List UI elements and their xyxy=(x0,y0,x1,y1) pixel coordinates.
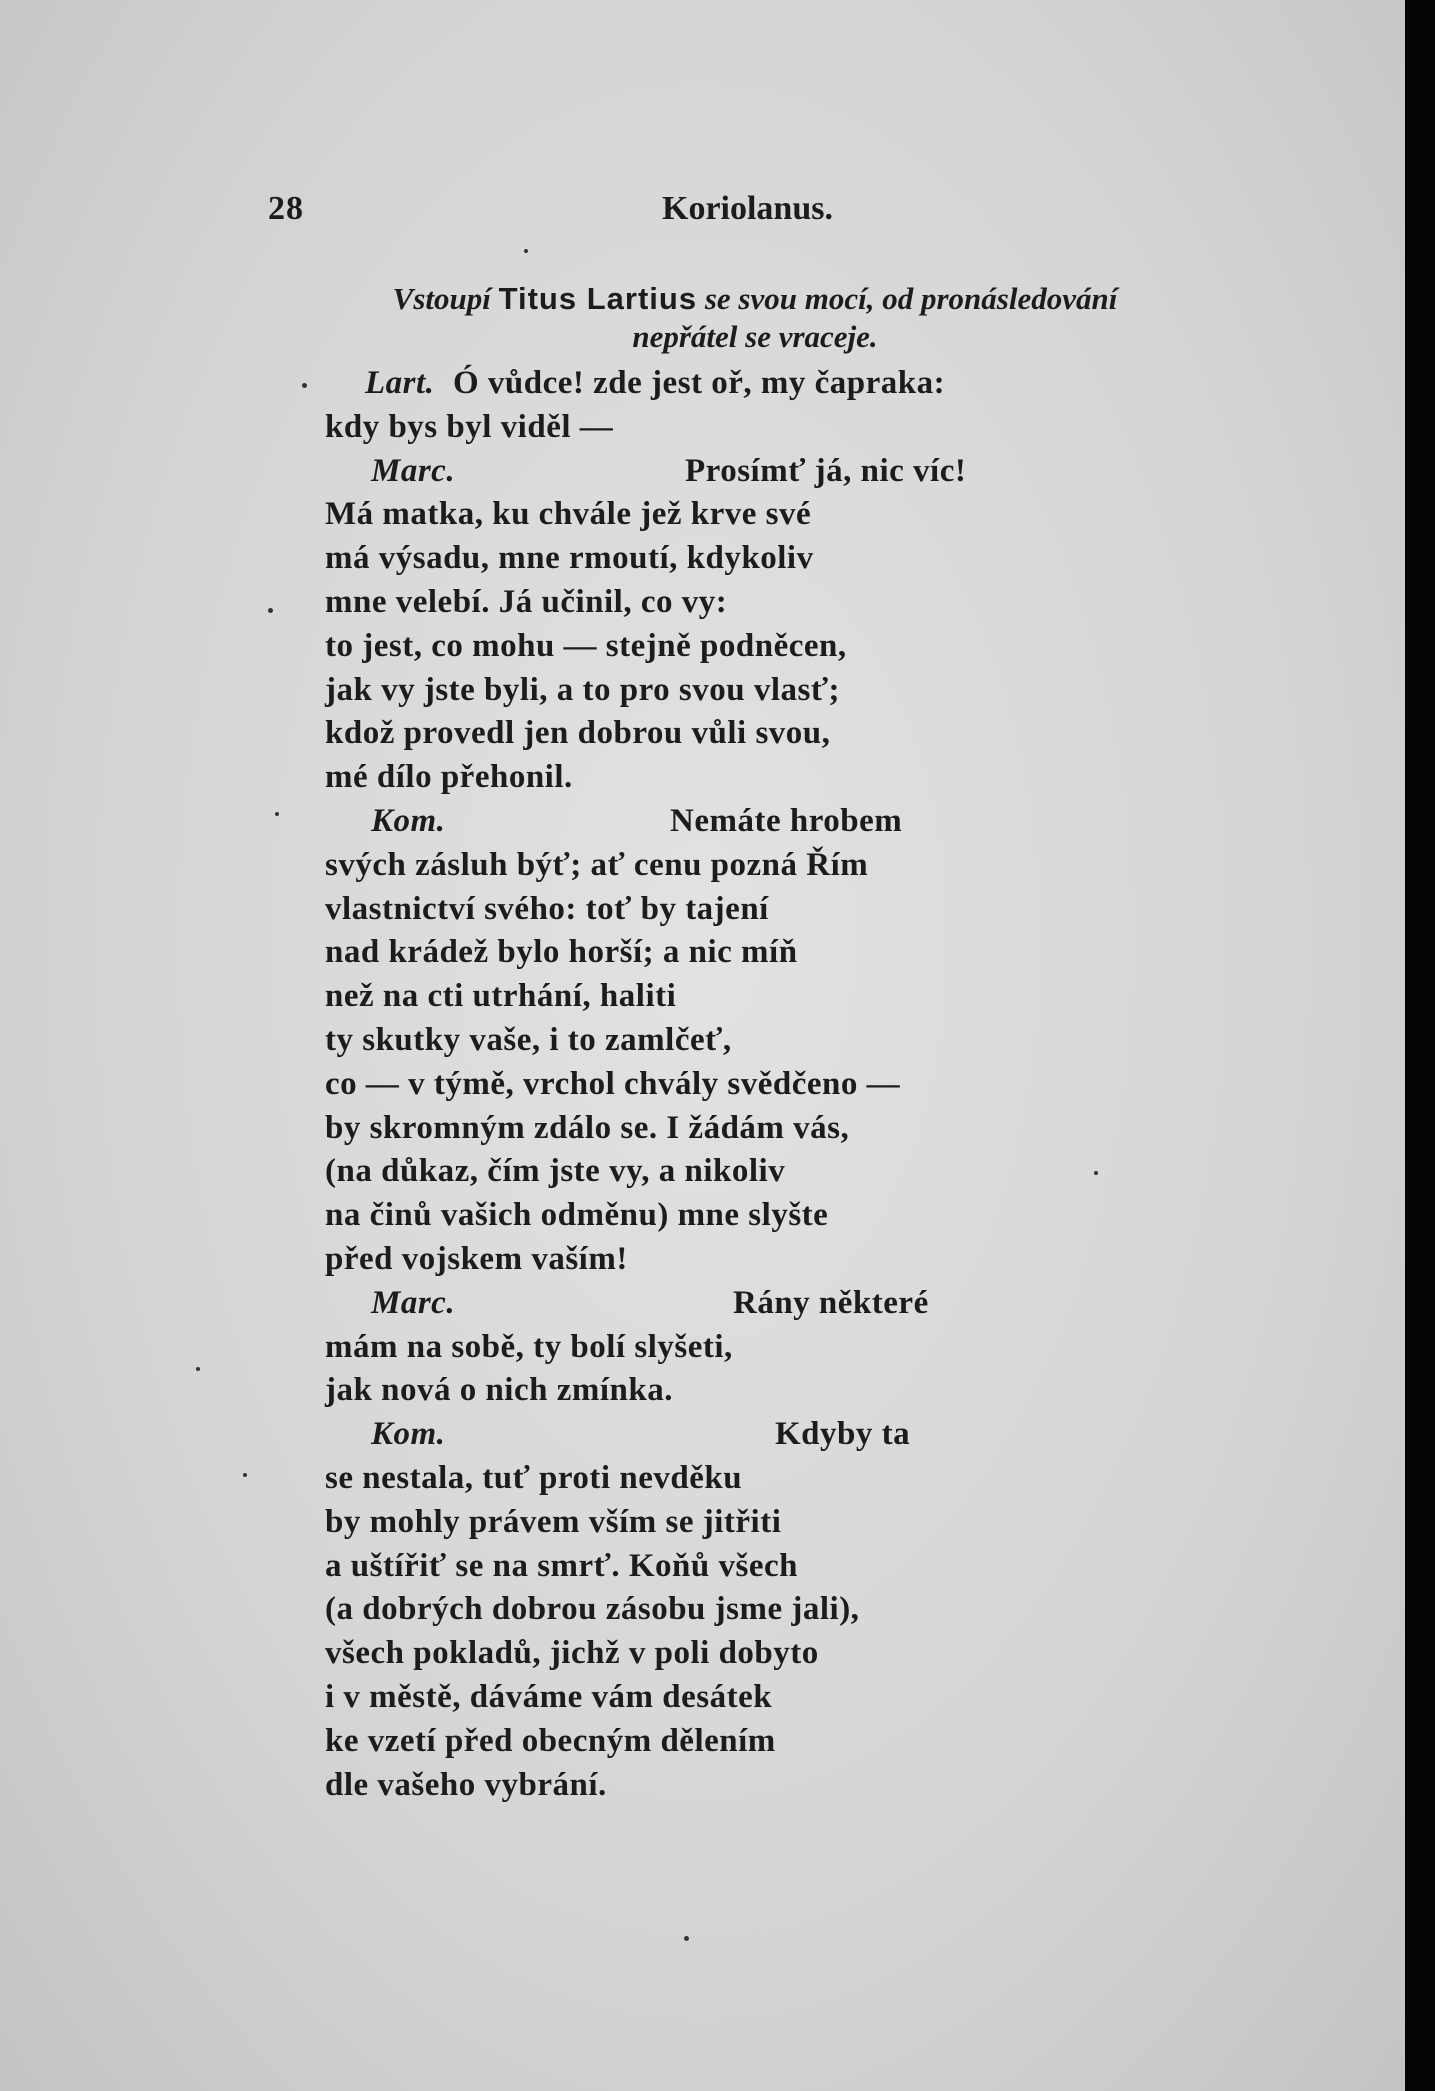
verse-line xyxy=(325,362,1225,406)
verse-line-text: mé dílo přehonil. xyxy=(325,759,573,796)
verse-line-text: svých zásluh býť; ať cenu pozná Řím xyxy=(325,846,869,883)
verse-line xyxy=(325,1588,1225,1632)
running-title: Koriolanus. xyxy=(662,190,833,227)
verse-line-text: by skromným zdálo se. I žádám vás, xyxy=(325,1109,850,1146)
verse-line xyxy=(325,800,1225,844)
verse-line-text: Má matka, ku chvále jež krve své xyxy=(325,496,812,533)
verse-line-text: kdy bys byl viděl — xyxy=(325,408,614,445)
verse-line xyxy=(325,581,1225,625)
verse-line-text: jak vy jste byli, a to pro svou vlasť; xyxy=(325,671,841,708)
verse-line xyxy=(325,669,1225,713)
verse-line-text: ke vzetí před obecným dělením xyxy=(325,1722,776,1759)
verse-line-text: kdož provedl jen dobrou vůli svou, xyxy=(325,715,831,752)
verse-line xyxy=(325,1107,1225,1151)
verse-line xyxy=(325,1457,1225,1501)
speaker-name: Lart. xyxy=(365,365,435,401)
speaker-name: Marc. xyxy=(371,452,456,489)
verse-line xyxy=(325,1238,1225,1282)
stage-direction xyxy=(275,280,1235,356)
verse-line xyxy=(325,975,1225,1019)
verse-line xyxy=(325,712,1225,756)
verse-line-text: mne velebí. Já učinil, co vy: xyxy=(325,583,728,620)
verse-line-text: Rány některé xyxy=(733,1284,929,1321)
verse-line xyxy=(325,931,1225,975)
verse-line-text: než na cti utrhání, haliti xyxy=(325,978,677,1015)
verse-line xyxy=(325,1369,1225,1413)
verse-line-text: Nemáte hrobem xyxy=(670,802,903,839)
verse-line xyxy=(325,1063,1225,1107)
speaker-name: Kom. xyxy=(371,1416,446,1453)
stage-direction-verb: Vstoupí xyxy=(392,281,491,316)
verse-line xyxy=(325,844,1225,888)
stage-direction-character: Titus Lartius xyxy=(498,281,698,316)
verse-line xyxy=(325,1326,1225,1370)
verse-line-text: má výsadu, mne rmoutí, kdykoliv xyxy=(325,540,814,577)
verse-line-text: se nestala, tuť proti nevděku xyxy=(325,1459,743,1496)
verse-line xyxy=(325,1764,1225,1808)
verse-line xyxy=(325,493,1225,537)
speaker-name: Marc. xyxy=(371,1284,456,1321)
stage-direction-line-2: nepřátel se vraceje. xyxy=(632,319,878,354)
verse-line-text: to jest, co mohu — stejně podněcen, xyxy=(325,627,847,664)
verse-line-text: nad krádež bylo horší; a nic míň xyxy=(325,934,798,971)
page-edge-shadow xyxy=(1405,0,1435,2091)
verse-line-text: ty skutky vaše, i to zamlčeť, xyxy=(325,1021,732,1058)
verse-line xyxy=(325,406,1225,450)
verse-line xyxy=(325,450,1225,494)
verse-line-text: (na důkaz, čím jste vy, a nikoliv xyxy=(325,1153,786,1190)
verse-text xyxy=(325,362,1225,1807)
verse-line-text: Prosímť já, nic víc! xyxy=(685,452,967,489)
page-number: 28 xyxy=(268,190,304,227)
verse-line-text: a uštířiť se na smrť. Koňů všech xyxy=(325,1547,798,1584)
verse-line xyxy=(325,756,1225,800)
verse-line xyxy=(325,1501,1225,1545)
verse-line xyxy=(325,1019,1225,1063)
verse-line-text: na činů vašich odměnu) mne slyšte xyxy=(325,1197,829,1234)
verse-line-text: všech pokladů, jichž v poli dobyto xyxy=(325,1635,819,1672)
verse-line-text: dle vašeho vybrání. xyxy=(325,1766,607,1803)
verse-line-text: před vojskem vaším! xyxy=(325,1240,628,1277)
verse-line-text: Ó vůdce! zde jest oř, my čapraka: xyxy=(453,365,946,401)
speaker-name: Kom. xyxy=(371,802,446,839)
verse-line-text: vlastnictví svého: toť by tajení xyxy=(325,890,769,927)
verse-line xyxy=(325,1150,1225,1194)
verse-line xyxy=(325,1413,1225,1457)
verse-line xyxy=(325,1545,1225,1589)
verse-line xyxy=(325,1676,1225,1720)
verse-line-text: co — v týmě, vrchol chvály svědčeno — xyxy=(325,1065,901,1102)
verse-line xyxy=(325,888,1225,932)
verse-line xyxy=(325,1720,1225,1764)
verse-line xyxy=(325,537,1225,581)
page-header xyxy=(0,190,1405,234)
verse-line-text: (a dobrých dobrou zásobu jsme jali), xyxy=(325,1591,860,1628)
verse-line xyxy=(325,1632,1225,1676)
verse-line xyxy=(325,625,1225,669)
stage-direction-text: se svou mocí, od pronásledování xyxy=(704,281,1118,316)
verse-line-text: i v městě, dáváme vám desátek xyxy=(325,1678,773,1715)
verse-line-text: mám na sobě, ty bolí slyšeti, xyxy=(325,1328,733,1365)
verse-line-text: by mohly právem vším se jitřiti xyxy=(325,1503,782,1540)
verse-line-text: Kdyby ta xyxy=(775,1416,911,1453)
verse-line-text: jak nová o nich zmínka. xyxy=(325,1372,673,1409)
verse-line xyxy=(325,1194,1225,1238)
verse-line xyxy=(325,1282,1225,1326)
